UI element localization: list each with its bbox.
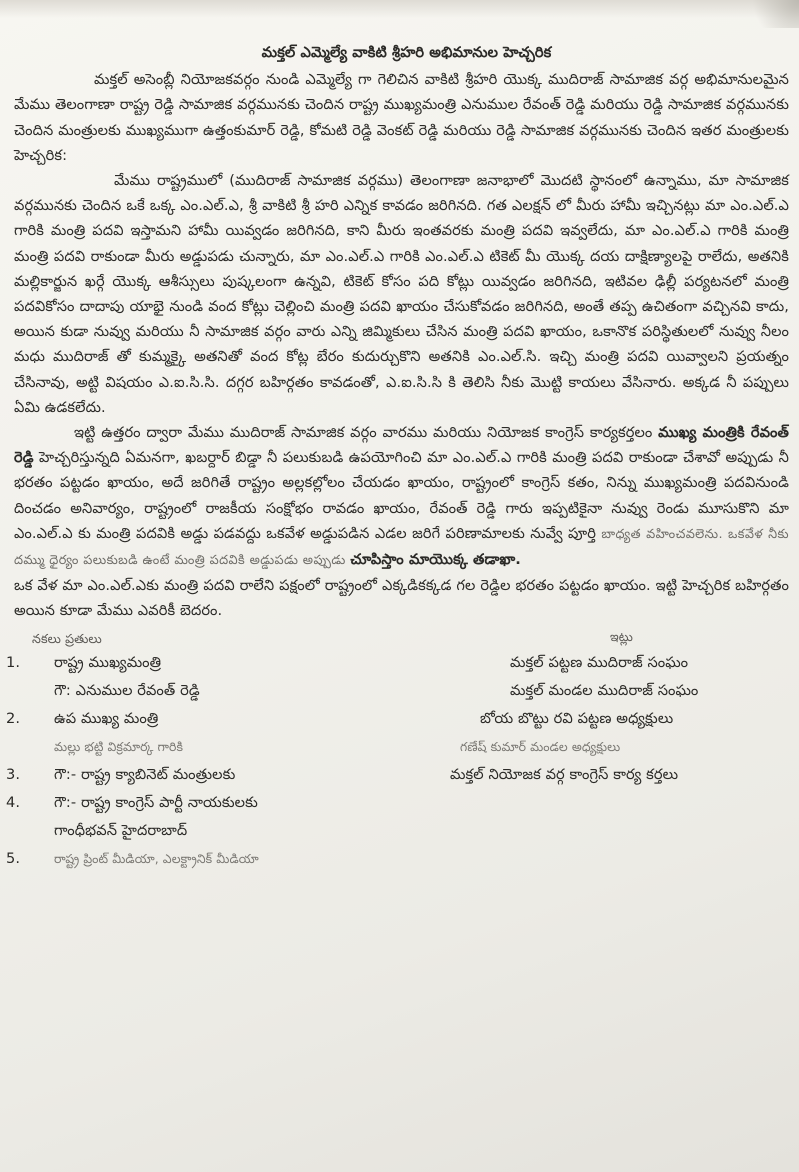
- paragraph-3-end: చూపిస్తాం మాయొక్క తడాఖా.: [350, 551, 521, 569]
- copy-number: 3.: [6, 765, 21, 783]
- copy-row: [14, 734, 789, 762]
- top-edge-shadow: [0, 0, 799, 18]
- letter-document: [6, 40, 789, 874]
- paragraph-3-faint-line: బాధ్యత వహించవలెను. ఒకవేళ నీకు దమ్ము ధైర్యం పలుకుబడి ఉంటే మంత్రి పదవికి అడ్డుపడు అప్పుడు: [14, 526, 789, 569]
- signatory: మక్తల్ పట్టణ ముదిరాజ్ సంఘం: [510, 653, 689, 671]
- paragraph-3-rest: హెచ్చరిస్తున్నది ఏమనగా, ఖబర్దార్ బిడ్డా నీ పలుకుబడి ఉపయోగించి మా ఎం.ఎల్.ఎ గారికి మంత్రి పదవి రాకుండా చేశావో అప్పుడు నీ భరతం పట్టడం ఖాయం, అదే జరిగితే రాష్ట్రం అల్లకల్లోలం చేయడం ఖాయం, రాష్ట్రంలో కాంగ్రెస్ కతం, నిన్ను ముఖ్యమంత్రి పదవినుండి దించడం అనివార్యం, రాష్ట్రంలో రాజకీయ సంక్షోభం రావడం ఖాయం, రేవంత్ రెడ్డి గారు ఇప్పటికైనా నువ్వు రెండు మూసుకొని మా ఎం.ఎల్.ఎ కు మంత్రి పదవికి అడ్డు పడవద్దు ఒకవేళ అడ్డుపడిన ఎడల జరిగే పరిణామాలకు నువ్వే పూర్తి: [14, 449, 789, 542]
- copy-number: 4.: [6, 793, 21, 811]
- copies-header: [14, 626, 789, 650]
- signatory: మక్తల్ నియోజక వర్గ కాంగ్రెస్ కార్య కర్తలు: [450, 765, 679, 783]
- copy-recipient: గౌ: ఎనుముల రేవంత్ రెడ్డి: [54, 681, 200, 699]
- paragraph-2: మేము రాష్ట్రములో (ముదిరాజ్ సామాజిక వర్గము) తెలంగాణా జనాభాలో మొదటి స్థానంలో ఉన్నాము, మా సామాజిక వర్గమునకు చెందిన ఒకే ఒక్క ఎం.ఎల్.ఎ, శ్రీ వాకిటి శ్రీ హరి ఎన్నిక కావడం జరిగినది. గత ఎలక్షన్ లో మీరు హామీ ఇచ్చినట్లు మా ఎం.ఎల్.ఎ గారికి మంత్రి పదవి ఇస్తామని హామీ యివ్వడం జరిగినది, కాని మీరు ఇంతవరకు మంత్రి పదవి ఇవ్వలేదు, మా ఎం.ఎల్.ఎ గారికి మంత్రి మంత్రి పదవి రాకుండా మీరు అడ్డుపడు చున్నారు, మా ఎం.ఎల్.ఎ గారికి ఎం.ఎల్.ఎ టికెట్ మీ యొక్క దయ దాక్షిణ్యాలపై రాలేదు, అతనికి మల్లికార్జున ఖర్గే యొక్క ఆశీస్సులు పుష్కలంగా ఉన్నవి, టికెట్ కోసం పది కోట్లు యివ్వడం జరిగినది, ఇటివల ఢిల్లీ పర్యటనలో మంత్రి పదవికోసం దాదాపు యాభై నుండి వంద కోట్లు చెల్లించి మంత్రి పదవి ఖాయం చేసుకోవడం జరిగినది, అంతే తప్ప ఉచితంగా వచ్చినవి కాదు, అయిన కుడా నువ్వు మరియు నీ సామాజిక వర్గం వారు ఎన్ని జిమ్మికులు చేసిన మంత్రి పదవి ఖాయం, ఒకానొక పరిస్థితులలో నువ్వు నీలం మధు ముదిరాజ్ తో కుమ్మక్కై అతనితో వంద కోట్ల బేరం కుదుర్చుకొని అతనికి ఎం.ఎల్.సి. ఇచ్చి మంత్రి పదవి యివ్వాలని ప్రయత్నం చేసినావు, అట్టి విషయం ఎ.ఐ.సి.సి. దగ్గర బహిర్గతం కావడంతో, ఎ.ఐ.సి.సి కి తెలిసి నీకు మొట్టి కాయలు వేసినారు. అక్కడ నీ పప్పులు ఏమి ఉడకలేదు.: [14, 172, 789, 416]
- copy-row: [14, 818, 789, 846]
- copy-row: [6, 706, 789, 734]
- copy-recipient: గౌ:- రాష్ట్ర కాంగ్రెస్ పార్టీ నాయకులకు: [54, 793, 258, 811]
- paragraph-3-bold: ముఖ్య మంత్రికి రేవంత్ రెడ్డి: [14, 424, 789, 467]
- signatory: గణేష్ కుమార్ మండల అధ్యక్షులు: [460, 738, 621, 754]
- copy-recipient: రాష్ట్ర ప్రింట్ మీడియా, ఎలక్ట్రానిక్ మీడియా: [54, 850, 259, 866]
- paragraph-1: మక్తల్ అసెంబ్లీ నియోజకవర్గం నుండి ఎమ్మెల్యే గా గెలిచిన వాకిటి శ్రీహరి యొక్క ముదిరాజ్ సామాజిక వర్గ అభిమానులమైన మేము తెలంగాణా రాష్ట్ర రెడ్డి సామాజిక వర్గమునకు చెందిన రాష్ట్ర ముఖ్యమంత్రి ఎనుముల రేవంత్ రెడ్డి మరియు రెడ్డి సామాజిక వర్గమునకు చెందిన మంత్రులకు ముఖ్యముగా ఉత్తంకుమార్ రెడ్డి, కోమటి రెడ్డి వెంకట్ రెడ్డి మరియు రెడ్డి సామాజిక వర్గమునకు చెందిన ఇతర మంత్రులకు హెచ్చరిక:: [14, 71, 789, 164]
- sign-label: ఇట్లు: [610, 628, 633, 644]
- copy-recipient: మల్లు భట్టి విక్రమార్క గారికి: [54, 738, 184, 754]
- copy-recipient: గాంధీభవన్ హైదరాబాద్: [54, 821, 188, 839]
- letter-title: మక్తల్ ఎమ్మెల్యే వాకిటి శ్రీహరి అభిమానుల హెచ్చరిక: [261, 44, 552, 61]
- copy-recipient: రాష్ట్ర ముఖ్యమంత్రి: [54, 653, 162, 671]
- corner-shadow: [739, 0, 799, 28]
- signatory: మక్తల్ మండల ముదిరాజ్ సంఘం: [510, 681, 699, 699]
- copy-row: [6, 846, 789, 874]
- copy-number: 2.: [6, 709, 21, 727]
- copy-recipient: గౌ:- రాష్ట్ర క్యాబినెట్ మంత్రులకు: [54, 765, 236, 783]
- copy-number: 5.: [6, 849, 21, 867]
- copies-label: నకలు ప్రతులు: [32, 630, 102, 646]
- signatory: బోయ బొట్టు రవి పట్టణ అధ్యక్షులు: [480, 709, 674, 727]
- copy-row: [14, 678, 789, 706]
- copy-row: [6, 790, 789, 818]
- paragraph-4: ఒక వేళ మా ఎం.ఎల్.ఎకు మంత్రి పదవి రాలేని పక్షంలో రాష్ట్రంలో ఎక్కడికక్కడ గల రెడ్డిల భరతం పట్టడం ఖాయం. ఇట్టి హెచ్చరిక బహిర్గతం అయిన కూడా మేము ఎవరికీ బెదరం.: [14, 577, 789, 620]
- copy-recipient: ఉప ముఖ్య మంత్రి: [54, 709, 159, 727]
- copy-row: [6, 762, 789, 790]
- paragraph-3-start: ఇట్టి ఉత్తరం ద్వారా మేము ముదిరాజ్ సామాజిక వర్గం వారము మరియు నియోజక కాంగ్రెస్ కార్యకర్తలం: [74, 424, 653, 442]
- copy-number: 1.: [6, 653, 21, 671]
- paragraph-3: [14, 420, 789, 573]
- copy-row: [6, 650, 789, 678]
